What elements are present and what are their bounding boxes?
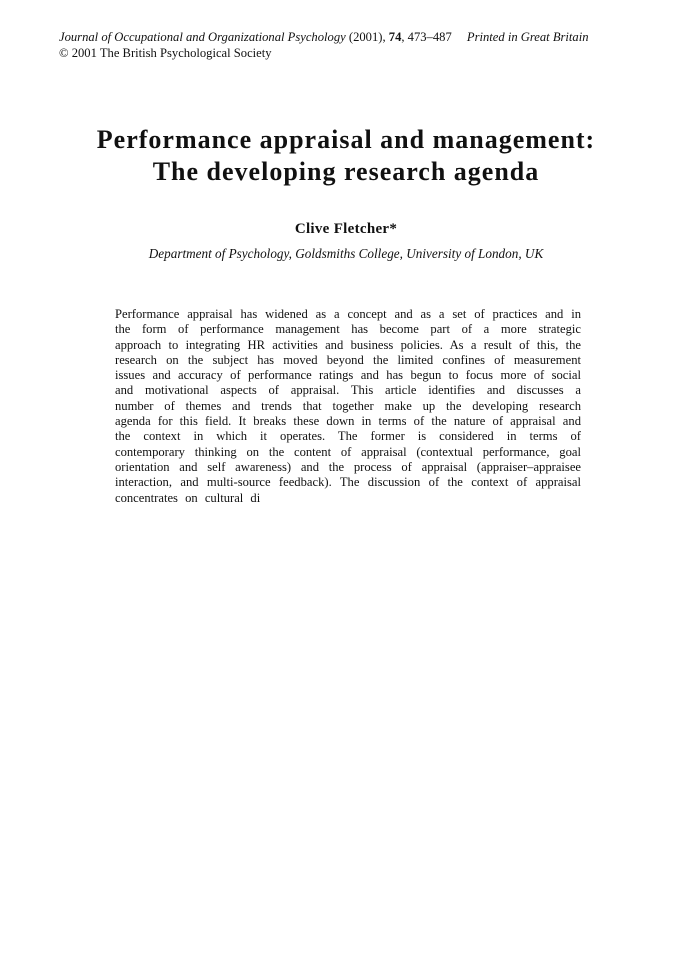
paper-title bbox=[0, 124, 692, 188]
title-line-2: The developing research agenda bbox=[152, 157, 540, 186]
abstract-line: Performance appraisal has widened as a concept and as a set of practices and in bbox=[115, 307, 581, 321]
journal-pages: , 473–487 bbox=[401, 30, 452, 44]
abstract bbox=[115, 307, 581, 506]
abstract-line: research on the subject has moved beyond the limited confines of measurement bbox=[115, 352, 581, 367]
journal-name: Journal of Occupational and Organizational Psychology bbox=[59, 30, 346, 44]
abstract-line: and motivational aspects of appraisal. This article identifies and discusses a bbox=[115, 383, 581, 398]
citation-line bbox=[59, 29, 589, 45]
author-affiliation: Department of Psychology, Goldsmiths College, University of London, UK bbox=[148, 246, 544, 261]
printed-note: Printed in Great Britain bbox=[466, 30, 589, 44]
journal-volume: 74 bbox=[388, 30, 402, 44]
author-name: Clive Fletcher* bbox=[294, 221, 398, 237]
abstract-line: the context in which it operates. The former is considered in terms of bbox=[115, 429, 581, 444]
abstract-line: approach to integrating HR activities and business policies. As a result of this, the bbox=[115, 337, 581, 352]
copyright-line: © 2001 The British Psychological Society bbox=[59, 46, 272, 60]
abstract-line: contemporary thinking on the content of appraisal (contextual performance, goal bbox=[115, 444, 581, 459]
journal-header bbox=[59, 29, 589, 61]
abstract-line: agenda for this field. It breaks these down in terms of the nature of appraisal and bbox=[115, 414, 581, 429]
abstract-line: interaction, and multi-source feedback). The discussion of the context of appraisal bbox=[115, 475, 581, 490]
abstract-line: concentrates on cultural di bbox=[115, 490, 261, 505]
abstract-line: number of themes and trends that together make up the developing research bbox=[115, 398, 581, 413]
abstract-line: the form of performance management has become part of a more strategic bbox=[115, 322, 581, 337]
abstract-line: orientation and self awareness) and the process of appraisal (appraiser–appraisee bbox=[115, 459, 581, 474]
journal-year: (2001), bbox=[348, 30, 386, 44]
abstract-line: issues and accuracy of performance ratings and has begun to focus more of social bbox=[115, 368, 581, 383]
title-line-1: Performance appraisal and management: bbox=[96, 125, 596, 154]
